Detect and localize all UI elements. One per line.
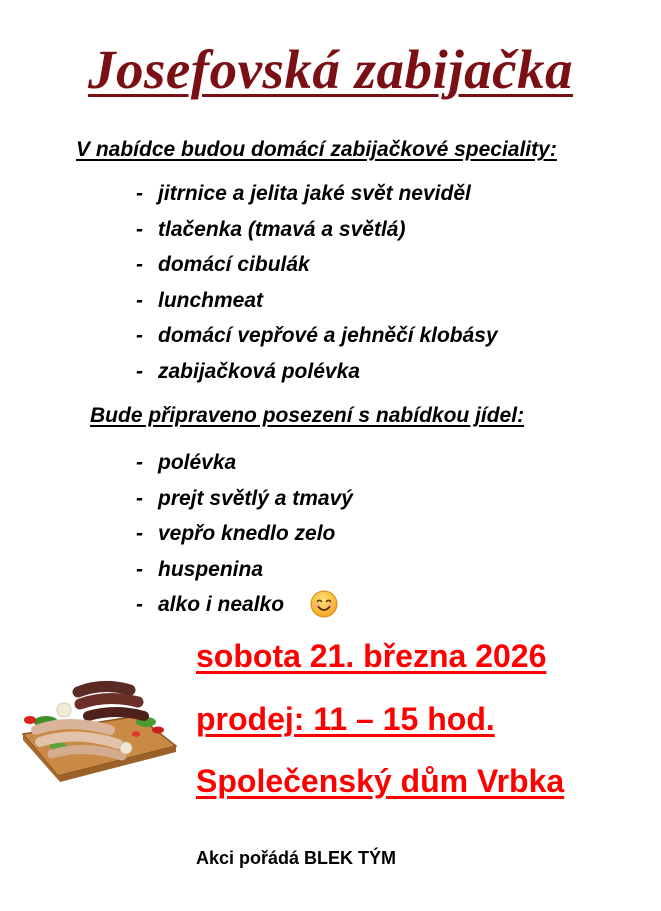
list-item: - tlačenka (tmavá a světlá) — [136, 217, 406, 241]
list-item: - alko i nealko — [136, 593, 285, 616]
offer-list — [136, 176, 498, 389]
list-item: - vepřo knedlo zelo — [136, 522, 336, 545]
offer-heading: V nabídce budou domácí zabijačkové speciality: — [76, 138, 557, 161]
organizer-note: Akci pořádá BLEK TÝM — [196, 848, 397, 868]
page-title: Josefovská zabijačka — [87, 39, 574, 100]
event-hours: prodej: 11 – 15 hod. — [196, 701, 495, 737]
event-place: Společenský dům Vrbka — [196, 763, 565, 799]
list-item: - lunchmeat — [136, 288, 264, 312]
seating-heading: Bude připraveno posezení s nabídkou jídel: — [90, 404, 525, 427]
list-item: - domácí cibulák — [136, 253, 310, 276]
list-item: - jitrnice a jelita jaké svět neviděl — [136, 182, 471, 205]
list-item: - zabijačková polévka — [136, 359, 360, 383]
list-item: - huspenina — [136, 557, 264, 581]
list-item: - prejt světlý a tmavý — [136, 486, 353, 510]
sausage-platter-image — [18, 664, 178, 784]
event-date: sobota 21. března 2026 — [196, 638, 547, 674]
list-item: - polévka — [136, 451, 237, 474]
smiling-face-icon — [310, 590, 338, 618]
list-item: - domácí vepřové a jehněčí klobásy — [136, 324, 498, 347]
